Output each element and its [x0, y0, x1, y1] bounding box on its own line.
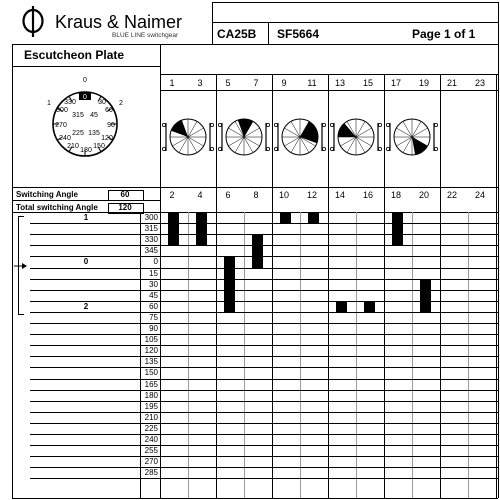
bottom-terminal-number: 14 — [334, 190, 345, 200]
contact-closed-cell — [224, 268, 235, 280]
angle-row-line — [30, 434, 498, 435]
dial-label-pos1: 1 — [47, 100, 51, 107]
angle-label: 180 — [144, 390, 158, 400]
bottom-terminal-number: 20 — [418, 190, 429, 200]
top-terminal-number: 17 — [390, 78, 401, 88]
angle-label: 135 — [144, 357, 158, 367]
dial-label-270: 270 — [55, 122, 67, 129]
column-subdivider — [300, 212, 301, 498]
bottom-terminal-number: 8 — [253, 190, 259, 200]
column-subdivider — [188, 212, 189, 498]
brand-logo — [20, 4, 50, 38]
contact-closed-cell — [168, 212, 179, 224]
bottom-terminal-number: 16 — [362, 190, 373, 200]
angle-label: 0 — [153, 257, 158, 267]
contact-closed-cell — [308, 212, 319, 224]
cam-switch-icon — [274, 119, 325, 155]
contact-closed-cell — [196, 234, 207, 246]
angle-label: 255 — [144, 446, 158, 456]
drawing-number: SF5664 — [277, 27, 320, 41]
angle-label: 240 — [144, 435, 158, 444]
angle-label: 330 — [144, 235, 158, 245]
angle-row-line — [30, 401, 498, 402]
cam-switch-icon — [218, 119, 269, 155]
escutcheon-dial — [20, 74, 150, 174]
position-label: 1 — [83, 213, 89, 222]
position-label: 2 — [83, 301, 89, 311]
contact-closed-cell — [364, 301, 375, 313]
terminal-area-top — [160, 74, 498, 75]
angle-label: 345 — [144, 246, 158, 256]
top-terminal-number: 1 — [169, 78, 175, 88]
top-terminal-number: 19 — [418, 78, 429, 88]
bottom-terminal-number: 24 — [474, 190, 485, 200]
column-subdivider — [468, 212, 469, 498]
dial-pointer-label: 0 — [83, 94, 87, 101]
angle-label: 270 — [144, 457, 158, 467]
angle-label: 315 — [144, 224, 158, 234]
angle-row-line — [30, 256, 498, 257]
angle-label: 165 — [144, 379, 158, 389]
cam-switch-diagrams — [160, 92, 498, 182]
switching-angle-label: Switching Angle — [16, 190, 78, 199]
contact-closed-cell — [168, 234, 179, 246]
dial-label-135: 135 — [88, 130, 100, 137]
contact-closed-cell — [392, 234, 403, 246]
top-terminal-number: 15 — [362, 78, 373, 88]
dial-label-150: 150 — [93, 143, 105, 150]
contact-closed-cell — [392, 223, 403, 235]
column-subdivider — [244, 212, 245, 498]
angle-row-line — [30, 367, 498, 368]
dial-label-45: 45 — [90, 112, 98, 119]
angle-row-line — [30, 423, 498, 424]
cam-switch-icon — [162, 119, 213, 155]
contact-closed-cell — [224, 290, 235, 302]
top-terminal-number: 13 — [334, 78, 345, 88]
angle-row-line — [30, 245, 498, 246]
angle-label: 225 — [144, 423, 158, 433]
contact-closed-cell — [392, 212, 403, 224]
current-position-arrow-icon — [14, 262, 28, 270]
contact-closed-cell — [224, 279, 235, 291]
dial-label-120: 120 — [101, 135, 113, 142]
angle-label: 90 — [149, 324, 158, 333]
model-number: CA25B — [217, 27, 257, 41]
total-switching-angle-label: Total switching Angle — [16, 203, 98, 212]
page-indicator: Page 1 of 1 — [412, 27, 476, 41]
dial-label-330: 330 — [64, 99, 76, 106]
column-subdivider — [356, 212, 357, 498]
contact-closed-cell — [420, 290, 431, 302]
column-subdivider — [412, 212, 413, 498]
bottom-terminal-number: 4 — [197, 190, 203, 200]
dial-label-30: 30 — [98, 99, 106, 106]
cam-switch-icon — [330, 119, 381, 155]
dial-label-90: 90 — [107, 122, 115, 129]
switching-angle-value: 60 — [120, 190, 130, 199]
contact-closed-cell — [224, 301, 235, 313]
angle-label: 30 — [149, 279, 158, 289]
dial-label-300: 300 — [56, 107, 68, 114]
angle-label: 150 — [144, 368, 158, 378]
dial-label-pos2: 2 — [119, 100, 123, 107]
top-terminal-number: 9 — [281, 78, 287, 88]
dial-label-240: 240 — [59, 135, 71, 142]
contact-closed-cell — [252, 245, 263, 257]
angle-label: 75 — [149, 312, 158, 322]
angle-label: 105 — [144, 335, 158, 345]
total-switching-angle-value: 120 — [118, 203, 132, 212]
angle-row-line — [30, 345, 498, 346]
angle-label: 195 — [144, 401, 158, 411]
top-terminal-number: 23 — [474, 78, 485, 88]
contact-closed-cell — [252, 234, 263, 246]
angle-label: 45 — [149, 290, 158, 300]
angle-row-line — [30, 356, 498, 357]
brand-tagline: BLUE LINE switchgear — [112, 32, 179, 39]
top-terminal-number: 21 — [446, 78, 457, 88]
bottom-terminal-number: 2 — [169, 190, 175, 200]
contact-closed-cell — [336, 301, 347, 313]
brand-name: Kraus & Naimer — [55, 12, 183, 32]
angle-label: 15 — [149, 268, 158, 278]
angle-row-line — [30, 268, 498, 269]
contact-closed-cell — [196, 212, 207, 224]
contact-closed-cell — [168, 223, 179, 235]
angle-row-line — [30, 390, 498, 391]
angle-row-line — [30, 412, 498, 413]
dial-label-210: 210 — [67, 143, 79, 150]
dial-label-top: 0 — [83, 77, 87, 84]
angle-label: 300 — [144, 213, 158, 222]
dial-label-180: 180 — [80, 147, 92, 154]
dial-label-225: 225 — [72, 130, 84, 137]
top-terminal-number: 5 — [225, 78, 231, 88]
bottom-terminal-number: 6 — [225, 190, 231, 200]
angle-row-line — [30, 334, 498, 335]
contact-closed-cell — [420, 279, 431, 291]
angle-label: 60 — [149, 301, 158, 311]
angle-row-line — [30, 223, 498, 224]
top-terminal-number: 11 — [307, 78, 317, 88]
top-terminal-number: 7 — [253, 78, 259, 88]
angle-row-line — [30, 445, 498, 446]
contact-closed-cell — [196, 223, 207, 235]
angle-row-line — [30, 379, 498, 380]
angle-row-line — [30, 234, 498, 235]
angle-label: 285 — [144, 468, 158, 478]
dial-label-315: 315 — [72, 112, 84, 119]
contact-closed-cell — [280, 212, 291, 224]
position-label: 0 — [83, 257, 89, 267]
bottom-terminal-number: 10 — [278, 190, 289, 200]
phi-logo-icon — [20, 4, 50, 38]
angle-row-line — [30, 467, 498, 468]
bottom-terminal-number: 18 — [390, 190, 401, 200]
dial-label-60: 60 — [105, 107, 113, 114]
bottom-terminal-number: 12 — [306, 190, 317, 200]
top-terminal-number: 3 — [197, 78, 203, 88]
angle-row-line — [30, 456, 498, 457]
angle-row-line — [30, 323, 498, 324]
terminal-number-divider — [160, 90, 498, 91]
angle-row-line — [30, 478, 498, 479]
contact-closed-cell — [420, 301, 431, 313]
section-title: Escutcheon Plate — [24, 48, 125, 62]
contact-closed-cell — [224, 256, 235, 268]
bottom-terminal-number: 22 — [446, 190, 457, 200]
angle-label: 120 — [144, 346, 158, 356]
contact-closed-cell — [252, 256, 263, 268]
cam-switch-icon — [386, 119, 437, 155]
angle-label: 210 — [144, 412, 158, 422]
